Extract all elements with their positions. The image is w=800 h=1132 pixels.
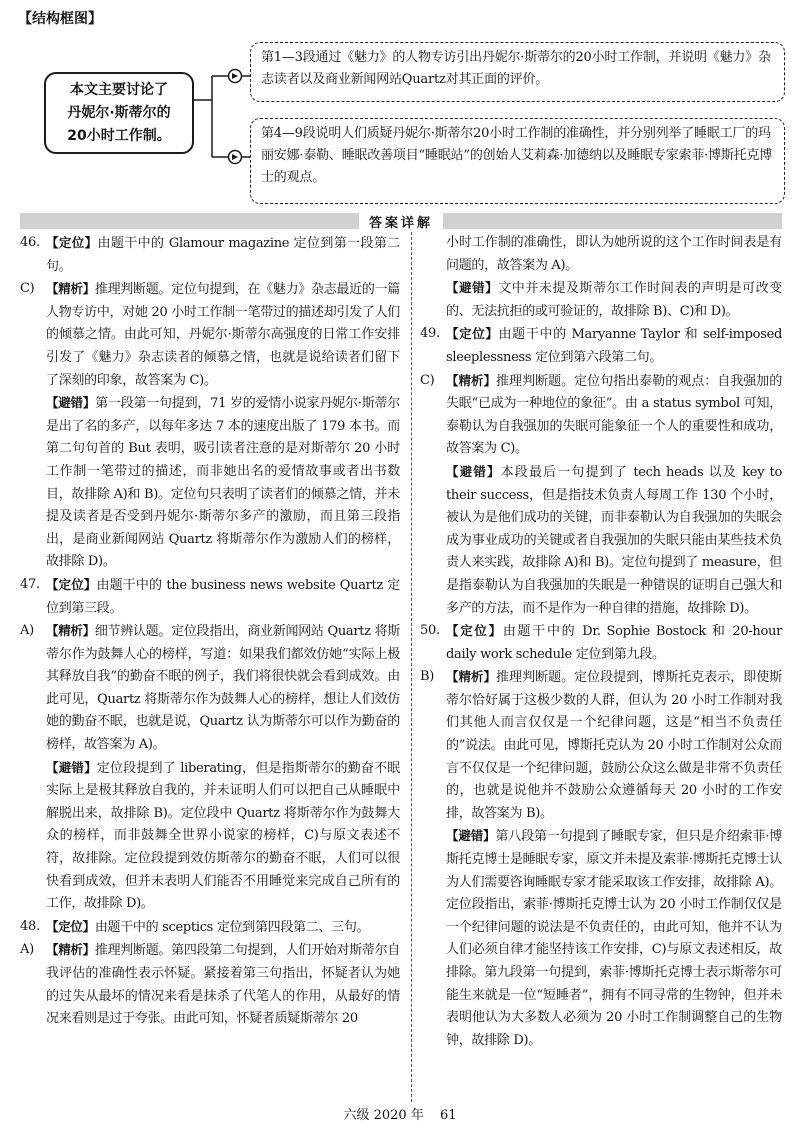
locate-tag: 【定位】 xyxy=(446,326,499,342)
question-49-analysis xyxy=(420,370,782,621)
question-47 xyxy=(20,574,400,620)
question-48-continued xyxy=(420,232,782,323)
question-number: 50. xyxy=(420,623,440,639)
page-footer xyxy=(0,1104,800,1123)
analysis-paragraph xyxy=(46,939,400,1030)
error-text: 第八段第一句提到了睡眠专家，但只是介绍索菲·博斯托克博士是睡眠专家，原文并未提及索菲·博斯托克博士认为人们需要咨询睡眠专家才能采取该工作安排，故排除 A)。定位段指出，索菲·博斯托克博士认为 20 小时工作制仅仅是一个纪律问题的说法是不负责任的，由此可知，他并不认为人们必须自律才能坚持该工作安排，C)与原文表述相反，故排除。第九段第一句提到，索菲·博斯托克博士表示斯蒂尔可能生来就是一位“短睡者”，拥有不同寻常的生物钟，但并未表明他认为大多数人必须为 20 小时工作制调整自己的生物钟，故排除 D)。 xyxy=(446,829,782,1048)
structure-diagram-label: 【结构框图】 xyxy=(18,11,102,27)
analysis-tag: 【精析】 xyxy=(446,669,497,685)
question-46 xyxy=(20,232,400,278)
analysis-continued: 小时工作制的准确性，即认为她所说的这个工作时间表是有问题的，故答案为 A)。 xyxy=(446,235,782,273)
error-text: 第一段第一句提到，71 岁的爱情小说家丹妮尔·斯蒂尔是出了名的多产，以每年多达 7 本的速度出版了 179 本书。而第二句句首的 But 表明，吸引读者注意的是对斯蒂尔 20 小时工作制一笔带过的描述，而非她出名的爱情故事或者出书数目，故排除 A)和 B)。定位句只表明了读者们的倾慕之情，并未提及读者是否受到丹妮尔·斯蒂尔多产的激励，而且第三段指出，是商业新闻网站 Quartz 将斯蒂尔作为激励人们的榜样，故排除 D)。 xyxy=(46,396,400,570)
diagram-connector xyxy=(194,40,254,170)
locate-tag: 【定位】 xyxy=(446,623,503,639)
error-paragraph xyxy=(446,825,782,1052)
question-number: 47. xyxy=(20,576,40,592)
answer-letter: A) xyxy=(20,942,34,958)
locate-paragraph xyxy=(46,232,400,278)
analysis-text: 推理判断题。定位段提到，博斯托克表示，即使斯蒂尔恰好属于这极少数的人群，但认为 20 小时工作制对我们其他人而言仅仅是一个纪律问题，这是“相当不负责任的”说法。由此可见，博斯托克认为 20 小时工作制对公众而言不仅仅是一个纪律问题，鼓励公众这么做是非常不负责任的，也就是说他并不鼓励公众遵循每天 20 小时的工作安排，故答案为 B)。 xyxy=(446,670,782,821)
error-paragraph xyxy=(446,277,782,323)
footer-label: 六级 2020 年 xyxy=(343,1108,424,1123)
page-number: 61 xyxy=(439,1108,457,1123)
analysis-paragraph xyxy=(446,370,782,461)
error-text: 定位段提到了 liberating，但是指斯蒂尔的勤奋不眠实际上是极其释放自我的，并未证明人们可以把自己从睡眠中解脱出来，故排除 B)。定位段中 Quartz 将斯蒂尔作为鼓舞大众的榜样，而非鼓舞全世界小说家的榜样，C)与原文表述不符，故排除。定位段提到效仿斯蒂尔的勤奋不眠，人们可以很快看到成效，但并未表明人们能否不用睡觉来完成自己所有的工作，故排除 D)。 xyxy=(46,760,400,912)
analysis-text: 细节辨认题。定位段指出，商业新闻网站 Quartz 将斯蒂尔作为鼓舞人心的榜样，写道：如果我们都效仿她“实际上极其释放自我”的勤奋不眠的例子，我们将很快就会看到成效。由此可见，Quartz 将斯蒂尔作为鼓舞人心的榜样，想让人们效仿她的勤奋不眠，也就是说，Quartz 认为斯蒂尔可以作为勤奋的榜样，故答案为 A)。 xyxy=(46,624,400,753)
locate-text: 由题干中的 Glamour magazine 定位到第一段第二句。 xyxy=(46,236,400,274)
error-tag: 【避错】 xyxy=(46,759,97,775)
error-paragraph xyxy=(46,757,400,916)
answer-letter: C) xyxy=(420,372,435,388)
column-divider xyxy=(411,232,412,1102)
error-text: 文中并未提及斯蒂尔工作时间表的声明是可改变的、无法抗拒的或可验证的，故排除 B)、C)和 D)。 xyxy=(446,281,782,319)
answer-banner xyxy=(20,213,782,229)
error-paragraph xyxy=(46,392,400,574)
question-46-analysis xyxy=(20,278,400,574)
analysis-text: 推理判断题。定位句指出泰勒的观点：自我强加的失眠“已成为一种地位的象征”。由 a status symbol 可知，泰勒认为自我强加的失眠可能象征一个人的重要性和成功，故答案为 C)。 xyxy=(446,373,782,457)
answer-banner-title: 答案详解 xyxy=(359,212,443,231)
question-50 xyxy=(420,620,782,666)
locate-paragraph xyxy=(446,323,782,369)
analysis-tag: 【精析】 xyxy=(46,623,95,639)
locate-text: 由题干中的 Dr. Sophie Bostock 和 20-hour daily work schedule 定位到第九段。 xyxy=(446,624,782,662)
structure-detail-1: 第1—3段通过《魅力》的人物专访引出丹妮尔·斯蒂尔的20小时工作制，并说明《魅力》杂志读者以及商业新闻网站Quartz对其正面的评价。 xyxy=(250,42,785,102)
answer-letter: C) xyxy=(20,281,35,297)
analysis-tag: 【精析】 xyxy=(46,942,95,958)
locate-paragraph xyxy=(46,916,400,940)
locate-text: 由题干中的 sceptics 定位到第四段第二、三句。 xyxy=(94,919,370,935)
error-tag: 【避错】 xyxy=(446,280,499,296)
structure-detail-2: 第4—9段说明人们质疑丹妮尔·斯蒂尔20小时工作制的准确性，并分别列举了睡眠工厂的玛丽安娜·泰勒、睡眠改善项目“睡眠站”的创始人艾莉森·加德纳以及睡眠专家索菲·博斯托克博士的观点。 xyxy=(250,118,785,204)
locate-tag: 【定位】 xyxy=(46,576,97,592)
analysis-paragraph xyxy=(446,666,782,825)
analysis-paragraph xyxy=(46,620,400,757)
left-column xyxy=(20,232,400,1031)
answer-letter: A) xyxy=(20,623,34,639)
question-48-analysis xyxy=(20,939,400,1030)
error-tag: 【避错】 xyxy=(446,828,496,844)
analysis-text: 推理判断题。第四段第二句提到，人们开始对斯蒂尔自我评估的准确性表示怀疑。紧接着第三句指出，怀疑者认为她的过失从最坏的情况来看是抹杀了代笔人的作用，从最好的情况来看则是过于夸张。由此可知，怀疑者质疑斯蒂尔 20 xyxy=(46,943,400,1027)
question-47-analysis xyxy=(20,620,400,916)
locate-text: 由题干中的 Maryanne Taylor 和 self-imposed sleeplessness 定位到第六段第二句。 xyxy=(446,327,782,365)
locate-tag: 【定位】 xyxy=(46,918,95,934)
question-48 xyxy=(20,916,400,940)
locate-tag: 【定位】 xyxy=(46,235,98,250)
question-number: 48. xyxy=(20,918,40,934)
analysis-paragraph xyxy=(46,278,400,392)
locate-text: 由题干中的 the business news website Quartz 定位到第三段。 xyxy=(46,577,400,616)
question-49 xyxy=(420,323,782,369)
error-tag: 【避错】 xyxy=(46,395,96,411)
question-number: 49. xyxy=(420,326,440,342)
error-tag: 【避错】 xyxy=(446,463,501,479)
analysis-tag: 【精析】 xyxy=(446,372,497,388)
summary-text: 本文主要讨论了丹妮尔·斯蒂尔的20小时工作制。 xyxy=(67,81,171,144)
error-text: 本段最后一句提到了 tech heads 以及 key to their success，但是指技术负责人每周工作 130 个小时，被认为是他们成功的关键，而非泰勒认为自我强加的失眠会成为事业成功的关键或者自我强加的失眠只能由某些技术负责人来实践，故排除 A)和 B)。定位句提到了 measure，但是指泰勒认为自我强加的失眠是一种错误的证明自己强大和多产的方法，而不是作为一种自律的措施，故排除 D)。 xyxy=(446,464,782,616)
question-50-analysis xyxy=(420,666,782,1052)
analysis-tag: 【精析】 xyxy=(46,281,95,297)
answer-letter: B) xyxy=(420,669,435,685)
locate-paragraph xyxy=(446,620,782,666)
locate-paragraph xyxy=(46,574,400,620)
question-number: 46. xyxy=(20,235,40,250)
error-paragraph xyxy=(446,461,782,620)
summary-box xyxy=(44,72,194,154)
right-column xyxy=(420,232,782,1052)
analysis-text: 推理判断题。定位句提到，在《魅力》杂志最近的一篇人物专访中，对她 20 小时工作制一笔带过的描述却引发了人们的倾慕之情。由此可知，丹妮尔·斯蒂尔高强度的日常工作安排引发了《魅力》杂志读者的倾慕之情，也就是说给读者们留下了深刻的印象，故答案为 C)。 xyxy=(46,282,400,388)
